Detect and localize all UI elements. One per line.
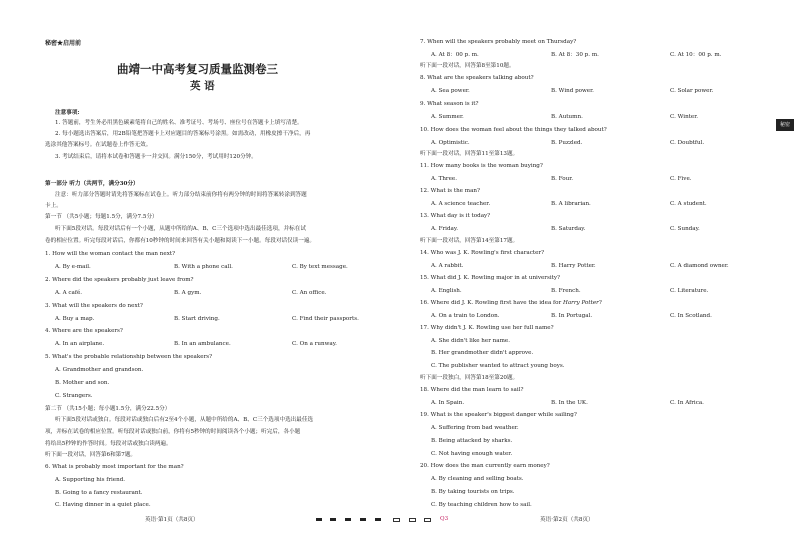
option-c[interactable]: C. Winter. — [670, 114, 699, 120]
direction-14-17: 听下面一段对话，回答第14至第17题。 — [420, 238, 519, 244]
option-c[interactable]: C. An office. — [292, 290, 327, 296]
question-16-mark: ? — [598, 300, 602, 306]
question-5: 5. What's the probable relationship between the speakers? — [45, 354, 213, 360]
option-b[interactable]: B. In the UK. — [551, 400, 588, 406]
question-17: 17. Why didn't J. K. Rowling use her full name? — [420, 325, 554, 331]
note-line: 1. 答题前，考生务必用黑色碳素笔将自己的姓名、准考证号、考场号、座位号在答题卡上填写清楚。 — [55, 120, 303, 126]
direction-18-20: 听下面一段独白，回答第18至第20题。 — [420, 375, 519, 381]
option-c[interactable]: C. On a runway. — [292, 341, 337, 347]
option-b[interactable]: B. Saturday. — [551, 226, 586, 232]
question-18: 18. Where did the man learn to sail? — [420, 387, 524, 393]
option-a[interactable]: A. On a train to London. — [431, 313, 500, 319]
option-a[interactable]: A. Friday. — [431, 226, 459, 232]
notes-title: 注意事项: — [55, 110, 80, 116]
page-mark: Q3 — [440, 516, 449, 522]
marker-square-filled — [360, 518, 366, 521]
option-b[interactable]: B. Start driving. — [174, 316, 220, 322]
option-c[interactable]: C. Five. — [670, 176, 692, 182]
marker-square-filled — [330, 518, 336, 521]
option-b[interactable]: B. A gym. — [174, 290, 202, 296]
direction-8-10: 听下面一段对话，回答第8至第10题。 — [420, 63, 515, 69]
option-a[interactable]: A. At 8：00 p. m. — [431, 52, 479, 58]
option-b[interactable]: B. Puzzled. — [551, 140, 583, 146]
book-title: Harry Potter — [562, 300, 599, 306]
option-c[interactable]: C. Not having enough water. — [431, 451, 513, 457]
option-c[interactable]: C. In Scotland. — [670, 313, 712, 319]
option-a[interactable]: A. In an airplane. — [55, 341, 105, 347]
option-b[interactable]: B. By taking tourists on trips. — [431, 489, 515, 495]
page-footer-right: 英语·第2页（共8页） — [540, 517, 594, 523]
option-c[interactable]: C. Sunday. — [670, 226, 700, 232]
section1-heading: 第一节 （共5小题；每题1.5分，满分7.5分） — [45, 214, 158, 220]
question-10: 10. How does the woman feel about the things they talked about? — [420, 127, 607, 133]
marker-square-hollow — [424, 518, 431, 522]
option-b[interactable]: B. Mother and son. — [55, 380, 110, 386]
side-tab: 秘密 — [776, 119, 794, 131]
option-a[interactable]: A. In Spain. — [431, 400, 465, 406]
option-a[interactable]: A. Supporting his friend. — [55, 477, 126, 483]
part1-intro: 卡上。 — [45, 203, 62, 209]
option-c[interactable]: C. Find their passports. — [292, 316, 359, 322]
note-line: 3. 考试结束后，请将本试卷和答题卡一并交回。满分150分，考试用时120分钟。 — [55, 154, 257, 160]
option-b[interactable]: B. Her grandmother didn't approve. — [431, 350, 534, 356]
option-b[interactable]: B. With a phone call. — [174, 264, 233, 270]
question-4: 4. Where are the speakers? — [45, 328, 123, 334]
section2-intro: 听下面5段对话或独白。每段对话或独白后有2至4个小题，从题中所给的A、B、C三个选项中选出最佳选 — [55, 417, 314, 423]
option-a[interactable]: A. Buy a map. — [55, 316, 95, 322]
page-footer-left: 英语·第1页（共8页） — [145, 517, 199, 523]
section1-intro: 卷的相应位置。听完每段对话后，你都有10秒钟的时间来回答有关小题和阅读下一小题。每段对话仅读一遍。 — [45, 238, 316, 244]
option-c[interactable]: C. By text message. — [292, 264, 348, 270]
option-a[interactable]: A. By cleaning and selling boats. — [431, 476, 524, 482]
option-b[interactable]: B. Being attacked by sharks. — [431, 438, 513, 444]
marker-square-hollow — [409, 518, 416, 522]
option-c[interactable]: C. Having dinner in a quiet place. — [55, 502, 151, 508]
option-c[interactable]: C. The publisher wanted to attract young boys. — [431, 363, 565, 369]
option-b[interactable]: B. Autumn. — [551, 114, 583, 120]
option-c[interactable]: C. In Africa. — [670, 400, 704, 406]
option-a[interactable]: A. Optimistic. — [431, 140, 470, 146]
marker-square-filled — [345, 518, 351, 521]
option-b[interactable]: B. A librarian. — [551, 201, 591, 207]
option-b[interactable]: B. Going to a fancy restaurant. — [55, 490, 143, 496]
option-a[interactable]: A. A café. — [55, 290, 83, 296]
section2-intro: 将给出5秒钟的作答时间。每段对话或独白读两遍。 — [45, 441, 172, 447]
question-16 — [420, 300, 602, 307]
question-2: 2. Where did the speakers probably just leave from? — [45, 277, 194, 283]
option-a[interactable]: A. A science teacher. — [431, 201, 491, 207]
option-c[interactable]: C. A diamond owner. — [670, 263, 729, 269]
option-a[interactable]: A. English. — [431, 288, 462, 294]
option-c[interactable]: C. Strangers. — [55, 393, 93, 399]
option-a[interactable]: A. A rabbit. — [431, 263, 464, 269]
option-a[interactable]: A. By e-mail. — [55, 264, 91, 270]
part1-heading: 第一部分 听力（共两节，满分30分） — [45, 181, 139, 187]
question-11: 11. How many books is the woman buying? — [420, 163, 543, 169]
section1-intro: 听下面5段对话。每段对话后有一个小题，从题中所给的A、B、C三个选项中选出最佳选项，并标在试 — [55, 226, 306, 232]
option-c[interactable]: C. Solar power. — [670, 88, 714, 94]
option-a[interactable]: A. She didn't like her name. — [431, 338, 510, 344]
section2-heading: 第二节 （共15小题；每小题1.5分，满分22.5分） — [45, 406, 171, 412]
question-9: 9. What season is it? — [420, 101, 479, 107]
option-a[interactable]: A. Three. — [431, 176, 458, 182]
option-c[interactable]: C. A student. — [670, 201, 707, 207]
option-c[interactable]: C. Literature. — [670, 288, 709, 294]
option-a[interactable]: A. Summer. — [431, 114, 464, 120]
option-b[interactable]: B. At 8：30 p. m. — [551, 52, 599, 58]
question-7: 7. When will the speakers probably meet on Thursday? — [420, 39, 577, 45]
note-line: 2. 每小题选出答案后，用2B铅笔把答题卡上对应题目的答案标号涂黑。如需改动，用橡皮擦干净后，再 — [55, 131, 311, 137]
direction-6-7: 听下面一段对话，回答第6和第7题。 — [45, 452, 137, 458]
direction-11-13: 听下面一段对话，回答第11至第13题。 — [420, 151, 519, 157]
question-15: 15. What did J. K. Rowling major in at university? — [420, 275, 561, 281]
option-b[interactable]: B. French. — [551, 288, 581, 294]
question-14: 14. Who was J. K. Rowling's first character? — [420, 250, 545, 256]
subject-title: 英 语 — [190, 80, 215, 92]
marker-square-hollow — [393, 518, 400, 522]
option-b[interactable]: B. Harry Potter. — [551, 263, 596, 269]
option-c[interactable]: C. Doubtful. — [670, 140, 705, 146]
question-20: 20. How does the man currently earn money? — [420, 463, 550, 469]
question-3: 3. What will the speakers do next? — [45, 303, 143, 309]
part1-intro: 注意：听力部分答题时请先将答案标在试卷上。听力部分结束前你将有两分钟的时间将答案转涂到答题 — [55, 192, 307, 198]
option-b[interactable]: B. Four. — [551, 176, 574, 182]
question-8: 8. What are the speakers talking about? — [420, 75, 534, 81]
exam-title: 曲靖一中高考复习质量监测卷三 — [117, 62, 278, 76]
option-a[interactable]: A. Suffering from bad weather. — [431, 425, 519, 431]
question-13: 13. What day is it today? — [420, 213, 491, 219]
marker-square-filled — [316, 518, 322, 521]
option-a[interactable]: A. Grandmother and grandson. — [55, 367, 144, 373]
option-c[interactable]: C. At 10：00 p. m. — [670, 52, 722, 58]
question-16-text: 16. Where did J. K. Rowling first have the idea for — [420, 300, 563, 306]
option-b[interactable]: B. In Portugal. — [551, 313, 593, 319]
confidential-label: 秘密★启用前 — [45, 40, 82, 47]
question-6: 6. What is probably most important for the man? — [45, 464, 184, 470]
question-12: 12. What is the man? — [420, 188, 481, 194]
option-b[interactable]: B. Wind power. — [551, 88, 594, 94]
question-1: 1. How will the woman contact the man next? — [45, 251, 176, 257]
option-a[interactable]: A. Sea power. — [431, 88, 470, 94]
question-19: 19. What is the speaker's biggest danger while sailing? — [420, 412, 577, 418]
marker-square-filled — [375, 518, 381, 521]
section2-intro: 项，并标在试卷的相应位置。听每段对话或独白前，你将有5秒钟的时间阅读各个小题；听完后，各小题 — [45, 429, 301, 435]
option-c[interactable]: C. By teaching children how to sail. — [431, 502, 532, 508]
note-line: 选涂其他答案标号。在试题卷上作答无效。 — [45, 142, 152, 148]
option-b[interactable]: B. In an ambulance. — [174, 341, 231, 347]
